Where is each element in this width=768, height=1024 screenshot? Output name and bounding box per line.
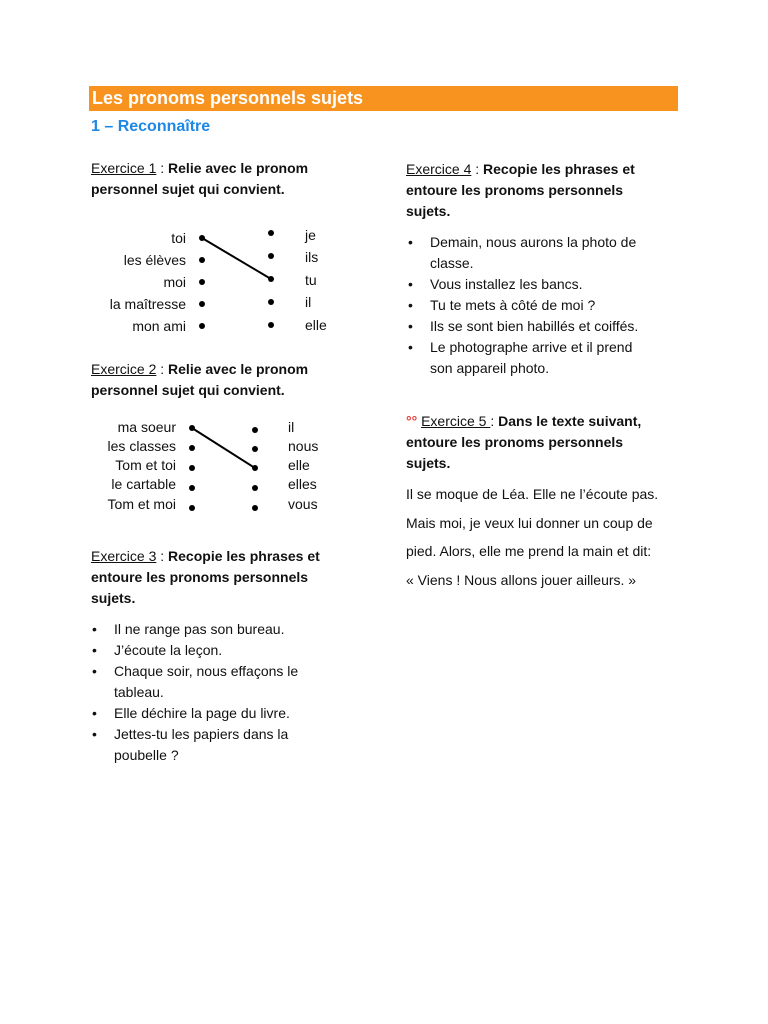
section-heading: 1 – Reconnaître <box>91 118 211 135</box>
exercise-5-instruction-line-1: Dans le texte suivant, <box>498 413 642 429</box>
separator: : <box>156 160 169 176</box>
ex2-right-item: elle <box>288 457 310 473</box>
ex1-left-item: moi <box>163 274 186 290</box>
exercise-1-instruction-line-1: Relie avec le pronom <box>168 160 309 176</box>
ex2-left-item: ma soeur <box>117 419 176 435</box>
separator: : <box>490 413 499 429</box>
separator: : <box>156 548 169 564</box>
exercise-3-instruction-line-3: sujets. <box>91 590 136 606</box>
list-item: • Vous installez les bancs. <box>406 274 706 295</box>
ex2-right-item: nous <box>288 438 319 454</box>
ex2-left-item: Tom et toi <box>115 457 176 473</box>
exercise-3-header <box>91 546 371 609</box>
list-item: • J’écoute la leçon. <box>90 640 340 661</box>
text-line: Mais moi, je veux lui donner un coup de <box>406 514 653 531</box>
list-item: • Demain, nous aurons la photo de classe. <box>406 232 706 274</box>
ex1-left-item: toi <box>171 230 186 246</box>
exercise-5-label: Exercice 5 <box>421 413 491 429</box>
exercise-2-label: Exercice 2 <box>91 361 157 377</box>
difficulty-mark: °° <box>406 413 418 429</box>
exercise-4-list <box>406 232 706 379</box>
ex1-connector-line <box>202 238 271 279</box>
ex1-left-item: mon ami <box>132 318 186 334</box>
separator: : <box>156 361 169 377</box>
ex1-right-item: elle <box>305 317 327 333</box>
ex2-left-item: le cartable <box>111 476 176 492</box>
list-item: • Jettes-tu les papiers dans la poubelle ? <box>90 724 340 766</box>
exercise-3-instruction-line-2: entoure les pronoms personnels <box>91 569 309 585</box>
list-item: • Il ne range pas son bureau. <box>90 619 340 640</box>
ex1-right-item: je <box>305 227 316 243</box>
list-item: • Ils se sont bien habillés et coiffés. <box>406 316 706 337</box>
ex2-left-item: les classes <box>107 438 176 454</box>
exercise-4-header <box>406 159 706 222</box>
exercise-3-label: Exercice 3 <box>91 548 157 564</box>
exercise-5-header <box>406 411 726 474</box>
ex2-right-item: il <box>288 419 295 435</box>
exercise-3-list <box>90 619 340 766</box>
ex1-left-item: la maîtresse <box>109 296 186 312</box>
ex1-left-item: les élèves <box>123 252 186 268</box>
exercise-5-instruction-line-2: entoure les pronoms personnels <box>406 434 624 450</box>
exercise-5-instruction-line-3: sujets. <box>406 455 451 471</box>
text-line: pied. Alors, elle me prend la main et dit: <box>406 543 652 559</box>
exercise-2-instruction-line-2: personnel sujet qui convient. <box>91 382 285 398</box>
list-item: • Tu te mets à côté de moi ? <box>406 295 706 316</box>
separator: : <box>471 161 484 177</box>
ex2-right-item: vous <box>288 496 318 512</box>
exercise-4-instruction-line-3: sujets. <box>406 203 451 219</box>
ex2-left-item: Tom et moi <box>107 496 176 512</box>
page-title: Les pronoms personnels sujets <box>89 86 678 111</box>
ex1-right-item: ils <box>305 249 319 265</box>
exercise-3-instruction-line-1: Recopie les phrases et <box>168 548 320 564</box>
list-item: • Elle déchire la page du livre. <box>90 703 340 724</box>
exercise-5-text <box>406 480 726 594</box>
ex2-right-item: elles <box>288 476 317 492</box>
exercise-4-label: Exercice 4 <box>406 161 472 177</box>
exercise-1-label: Exercice 1 <box>91 160 157 176</box>
text-line: « Viens ! Nous allons jouer ailleurs. » <box>406 571 637 588</box>
text-line: Il se moque de Léa. Elle ne l’écoute pas. <box>406 486 659 502</box>
ex2-connector-line <box>192 428 255 468</box>
exercise-4-instruction-line-2: entoure les pronoms personnels <box>406 182 624 198</box>
list-item: • Chaque soir, nous effaçons le tableau. <box>90 661 340 703</box>
ex1-right-item: tu <box>305 272 317 288</box>
list-item: • Le photographe arrive et il prend son appareil photo. <box>406 337 706 379</box>
ex1-right-item: il <box>305 294 312 310</box>
exercise-1-instruction-line-2: personnel sujet qui convient. <box>91 181 285 197</box>
exercise-4-instruction-line-1: Recopie les phrases et <box>483 161 635 177</box>
exercise-2-instruction-line-1: Relie avec le pronom <box>168 361 309 377</box>
